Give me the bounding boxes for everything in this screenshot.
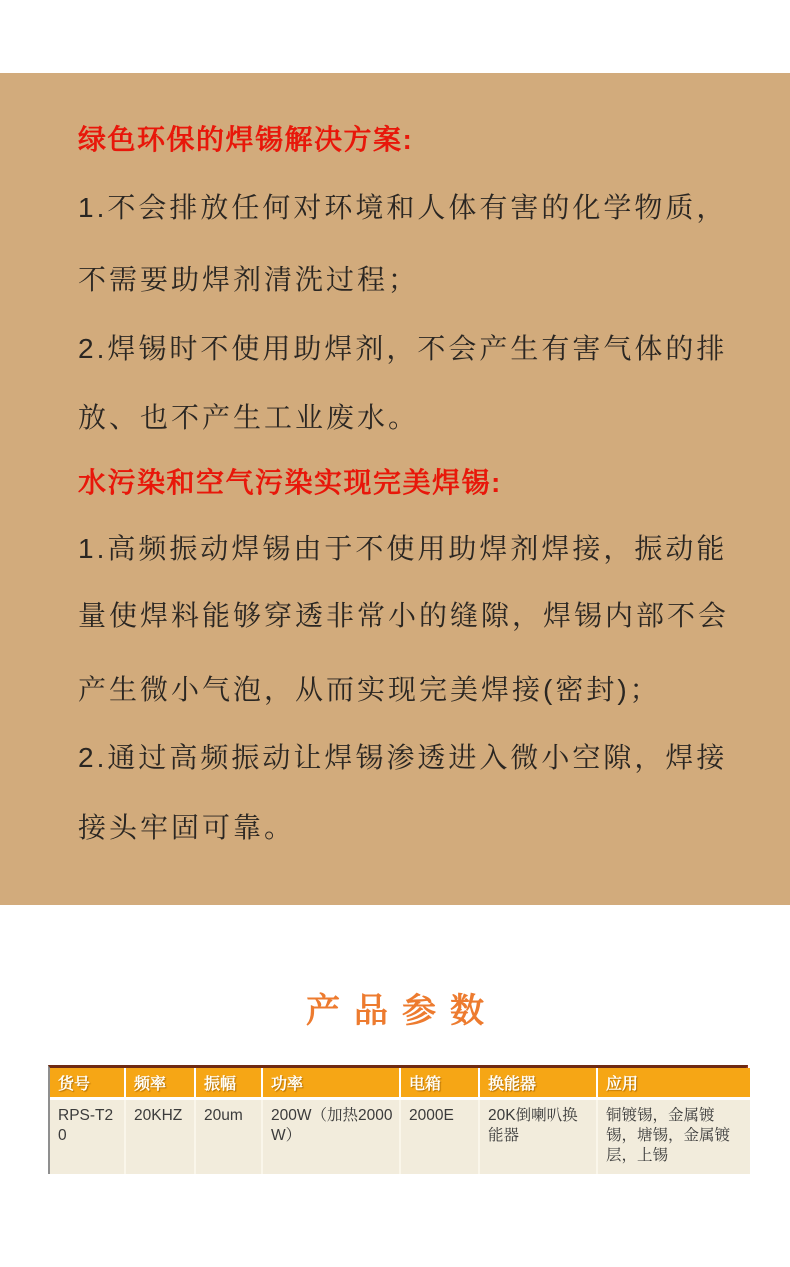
table-row [50,1098,750,1174]
body-line-8: 2.通过高频振动让焊锡渗透进入微小空隙，焊接 [78,742,728,773]
body-line-7: 产生微小气泡，从而实现完美焊接(密封)； [78,674,661,705]
col-header-frequency: 频率 [125,1068,195,1098]
col-header-item-no: 货号 [50,1068,125,1098]
cell-item-no: RPS-T20 [50,1098,125,1174]
heading-pollution-perfect-solder: 水污染和空气污染实现完美焊锡: [78,467,502,498]
cell-power: 200W（加热2000W） [262,1098,400,1174]
params-table [48,1065,748,1174]
params-section-title: 产品参数 [306,992,498,1030]
table-header-row [50,1068,750,1098]
col-header-generator: 电箱 [400,1068,479,1098]
top-white-strip [0,0,790,73]
body-line-4: 放、也不产生工业废水。 [78,402,420,433]
cell-generator: 2000E [400,1098,479,1174]
cell-application: 铜镀锡，金属镀锡，塘锡，金属镀层，上锡 [597,1098,750,1174]
col-header-transducer: 换能器 [479,1068,597,1098]
body-line-6: 量使焊料能够穿透非常小的缝隙，焊锡内部不会 [78,600,730,631]
body-line-1: 1.不会排放任何对环境和人体有害的化学物质， [78,192,728,223]
description-section [0,73,790,905]
params-table-header [50,1068,750,1098]
col-header-application: 应用 [597,1068,750,1098]
cell-transducer: 20K倒喇叭换能器 [479,1098,597,1174]
body-line-2: 不需要助焊剂清洗过程； [78,264,420,295]
heading-green-solution: 绿色环保的焊锡解决方案: [78,124,414,155]
body-line-5: 1.高频振动焊锡由于不使用助焊剂焊接，振动能 [78,533,728,564]
cell-amplitude: 20um [195,1098,262,1174]
body-line-9: 接头牢固可靠。 [78,812,296,843]
col-header-power: 功率 [262,1068,400,1098]
col-header-amplitude: 振幅 [195,1068,262,1098]
cell-frequency: 20KHZ [125,1098,195,1174]
params-table-body [50,1098,750,1174]
body-line-3: 2.焊锡时不使用助焊剂，不会产生有害气体的排 [78,333,728,364]
